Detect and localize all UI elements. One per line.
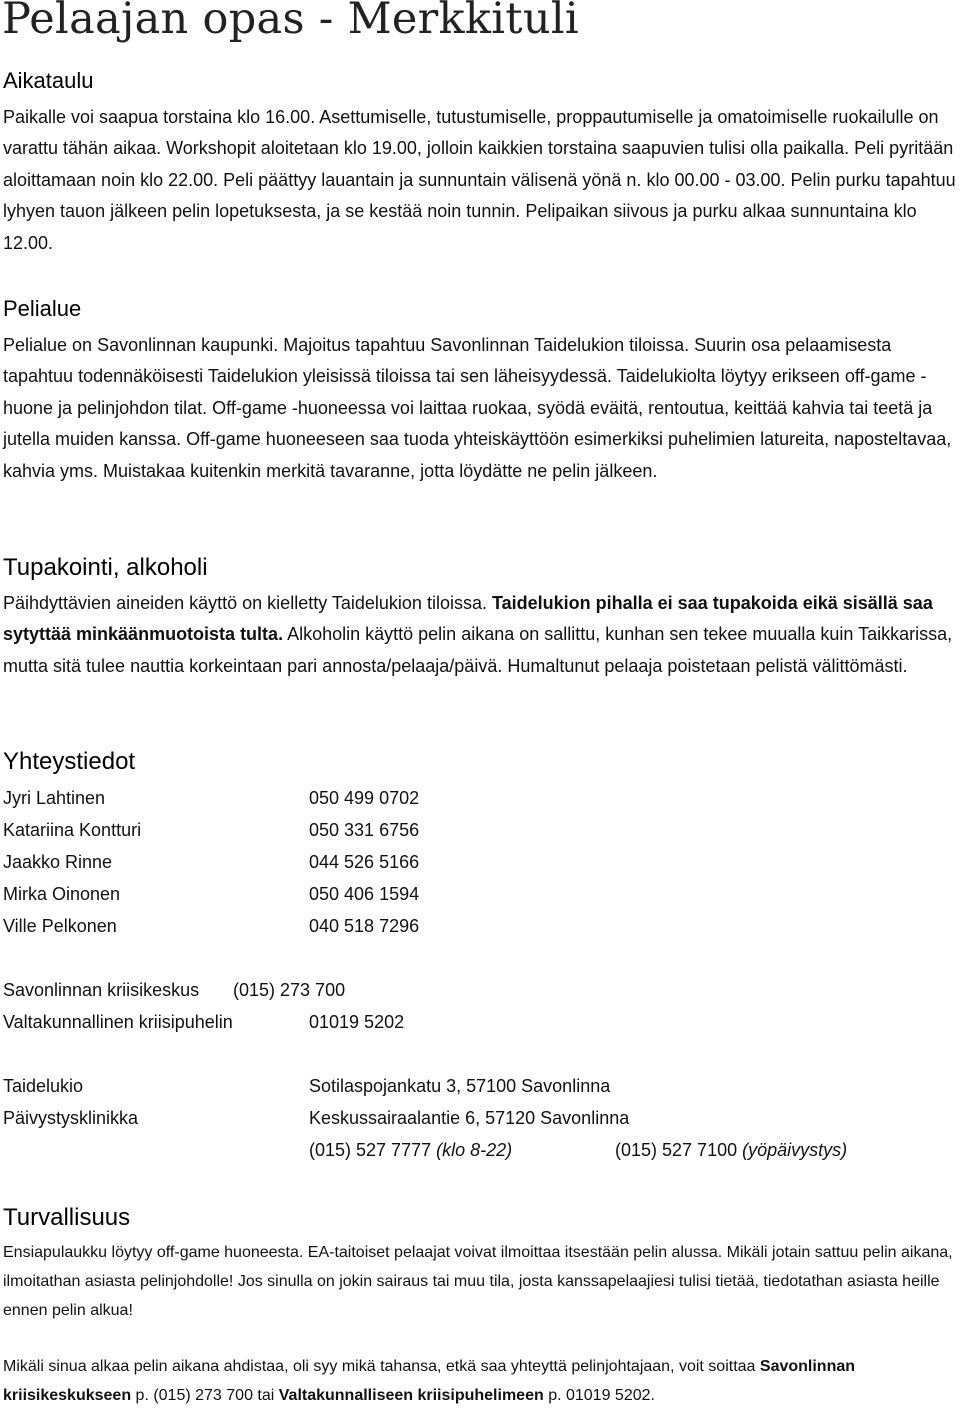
smoking-text [3,588,959,682]
safety-text-2 [3,1352,959,1410]
crisis-phone-number: 01019 5202 [309,1012,405,1032]
heading-smoking: Tupakointi, alkoholi [3,554,208,581]
contact-name: Jaakko Rinne [3,852,113,872]
safety-text-part: p. (015) 273 700 tai [131,1387,279,1404]
smoking-text-part: Päihdyttävien aineiden käyttö on kielletty Taidelukion tiloissa. [3,593,492,613]
crisis-center-phone: (015) 273 700 [233,980,346,1000]
contact-name: Mirka Oinonen [3,884,121,904]
safety-text-part: p. 01019 5202. [543,1387,655,1404]
safety-text: Ensiapulaukku löytyy off-game huoneesta. EA-taitoiset pelaajat voivat ilmoittaa itsestään pelin alussa. Mikäli jotain sattuu pelin aikana, ilmoitathan asiasta pelinjohdolle! Jos sinulla on jokin sairaus tai muu tila, josta kanssapelaajiesi tulisi tietää, tiedotathan asiasta heille ennen pelin alkua! [3,1244,953,1319]
area-text: Pelialue on Savonlinnan kaupunki. Majoitus tapahtuu Savonlinnan Taidelukion tiloissa. Suurin osa pelaamisesta tapahtuu todennäköisesti Taidelukion yleisissä tiloissa tai sen läheisyydessä. Taidelukiolta löytyy erikseen off-game -huone ja pelinjohdon tilat. Off-game -huoneessa voi laittaa ruokaa, syödä eväitä, rentoutua, keittää kahvia tai teetä ja jutella muiden kanssa. Off-game huoneeseen saa tuoda yhteiskäyttöön esimerkiksi puhelimien latureita, naposteltavaa, kahvia yms. Muistakaa kuitenkin merkitä tavaranne, jotta löydätte ne pelin jälkeen. [3,335,952,481]
clinic-phone-night [615,1140,847,1161]
crisis-phone-name: Valtakunnallinen kriisipuhelin [3,1012,233,1032]
heading-contacts: Yhteystiedot [3,748,136,775]
heading-schedule: Aikataulu [3,68,94,93]
clinic-name: Päivystysklinikka [3,1108,139,1128]
safety-text-part: Mikäli sinua alkaa pelin aikana ahdistaa, oli syy mikä tahansa, etkä saa yhteyttä pelinjohtajaan, voit soittaa [3,1358,760,1375]
clinic-phone-night-number: (015) 527 7100 [615,1140,738,1160]
contact-phone: 050 331 6756 [309,820,420,840]
contact-phone: 050 406 1594 [309,884,420,904]
clinic-address: Keskussairaalantie 6, 57120 Savonlinna [309,1108,630,1128]
school-address: Sotilaspojankatu 3, 57100 Savonlinna [309,1076,611,1096]
schedule-text: Paikalle voi saapua torstaina klo 16.00. Asettumiselle, tutustumiselle, proppautumiselle ja omatoimiselle ruokailulle on varattu tähän aikaa. Workshopit aloitetaan klo 19.00, jolloin kaikkien torstaina saapuvien tulisi olla paikalla. Peli pyritään aloittamaan noin klo 22.00. Peli päättyy lauantain ja sunnuntain välisenä yönä n. klo 00.00 - 03.00. Pelin purku tapahtuu lyhyen tauon jälkeen pelin lopetuksesta, ja se kestää noin tunnin. Pelipaikan siivous ja purku alkaa sunnuntaina klo 12.00. [3,107,956,253]
safety-text-bold: Savonlinnan kriisikeskukseen [3,1358,856,1404]
contact-phone: 050 499 0702 [309,788,420,808]
crisis-center-name: Savonlinnan kriisikeskus [3,980,200,1000]
clinic-phone-day [309,1140,512,1161]
contact-phone: 044 526 5166 [309,852,420,872]
contact-phone: 040 518 7296 [309,916,420,936]
heading-area: Pelialue [3,296,82,321]
smoking-text-bold: Taidelukion pihalla ei saa tupakoida eikä sisällä saa sytyttää minkäänmuotoista tulta. [3,593,933,645]
contact-name: Ville Pelkonen [3,916,117,936]
contact-name: Jyri Lahtinen [3,788,106,808]
smoking-text-part: Alkoholin käyttö pelin aikana on sallittu, kunhan sen tekee muualla kuin Taikkarissa, mutta sitä tulee nauttia korkeintaan pari annosta/pelaaja/päivä. Humaltunut pelaaja poistetaan pelistä välittömästi. [3,624,953,676]
page-title: Pelaajan opas - Merkkituli [2,0,579,44]
clinic-phone-day-note: (klo 8-22) [436,1140,513,1160]
safety-text-bold: Valtakunnalliseen kriisipuhelimeen [278,1387,544,1404]
clinic-phone-day-number: (015) 527 7777 [309,1140,432,1160]
clinic-phone-night-note: (yöpäivystys) [742,1140,848,1160]
heading-safety: Turvallisuus [3,1204,131,1231]
contact-name: Katariina Kontturi [3,820,142,840]
school-name: Taidelukio [3,1076,84,1096]
